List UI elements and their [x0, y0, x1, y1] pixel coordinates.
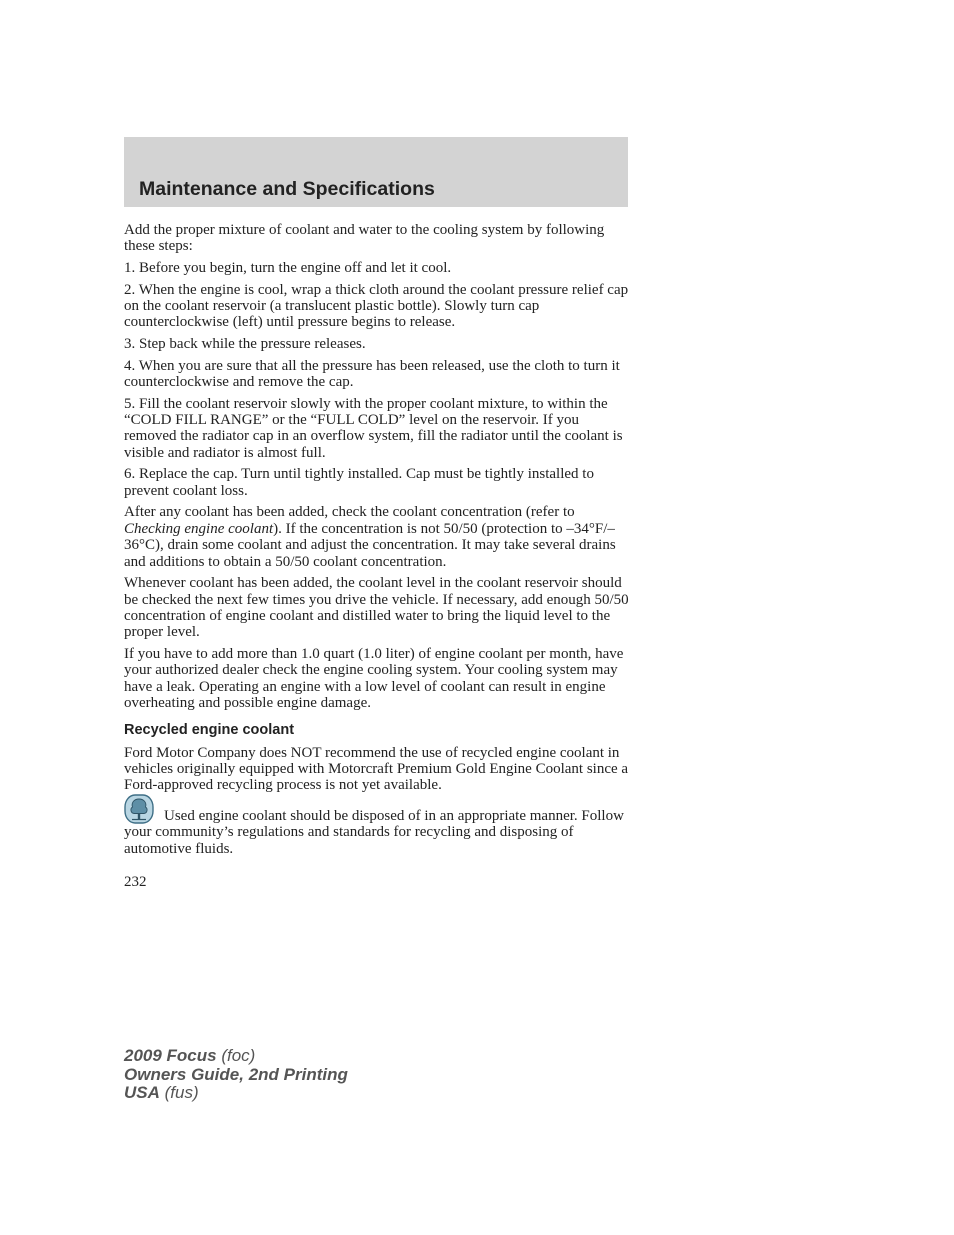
footer-model: 2009 Focus	[124, 1046, 217, 1065]
step-1: 1. Before you begin, turn the engine off and let it cool.	[124, 260, 452, 276]
step-2: 2. When the engine is cool, wrap a thick cloth around the coolant pressure relief cap on the coolant reservoir (a translucent plastic bottle). Slowly turn cap counterclockwise (left) until pressure begins to release.	[124, 281, 629, 331]
concentration-text-before: After any coolant has been added, check the coolant concentration (refer to	[124, 504, 575, 521]
step-3: 3. Step back while the pressure releases.	[124, 336, 366, 352]
footer-model-code: (foc)	[221, 1046, 256, 1065]
footer-market: USA	[124, 1083, 160, 1102]
eco-note-text: Used engine coolant should be disposed of in an appropriate manner. Follow your community’s regulations and standards for recycling and disposing of automotive fluids.	[124, 807, 624, 857]
step-5: 5. Fill the coolant reservoir slowly with the proper coolant mixture, to within the “COLD FILL RANGE” or the “FULL COLD” level on the reservoir. If you removed the radiator cap in an overflow system, fill the radiator until the coolant is visible and radiator is almost full.	[124, 395, 623, 461]
page-content	[124, 222, 630, 896]
footer-line-model	[124, 1047, 348, 1066]
recycle-tree-icon	[124, 794, 154, 824]
document-footer	[124, 1047, 348, 1103]
step-6: 6. Replace the cap. Turn until tightly installed. Cap must be tightly installed to prevent coolant loss.	[124, 466, 594, 499]
leak-warning-paragraph: If you have to add more than 1.0 quart (1.0 liter) of engine coolant per month, have your authorized dealer check the engine cooling system. Your cooling system may have a leak. Operating an engine with a low level of coolant can result in engine overheating and possible engine damage.	[124, 646, 624, 712]
concentration-text-after: ). If the concentration is not 50/50 (protection to –34°F/–36°C), drain some coolant and adjust the concentration. It may take several drains and additions to obtain a 50/50 coolant concentration.	[124, 520, 616, 570]
step-4: 4. When you are sure that all the pressure has been released, use the cloth to turn it counterclockwise and remove the cap.	[124, 357, 620, 390]
cross-reference-link[interactable]: Checking engine coolant	[124, 520, 274, 537]
concentration-paragraph	[124, 504, 630, 570]
footer-line-market	[124, 1084, 348, 1103]
check-level-paragraph: Whenever coolant has been added, the coolant level in the coolant reservoir should be checked the next few times you drive the vehicle. If necessary, add enough 50/50 concentration of engine coolant and distilled water to bring the liquid level to the proper level.	[124, 575, 629, 641]
page-number: 232	[124, 874, 147, 891]
section-title: Maintenance and Specifications	[139, 178, 435, 200]
intro-paragraph: Add the proper mixture of coolant and water to the cooling system by following these steps:	[124, 222, 605, 255]
eco-note-paragraph	[124, 808, 630, 857]
footer-line-guide	[124, 1066, 348, 1085]
section-header	[124, 137, 628, 207]
recycled-coolant-heading: Recycled engine coolant	[124, 721, 295, 738]
footer-guide: Owners Guide, 2nd Printing	[124, 1064, 348, 1084]
recycled-coolant-paragraph: Ford Motor Company does NOT recommend the use of recycled engine coolant in vehicles originally equipped with Motorcraft Premium Gold Engine Coolant since a Ford-approved recycling process is not yet available.	[124, 744, 629, 794]
footer-market-code: (fus)	[164, 1083, 199, 1102]
